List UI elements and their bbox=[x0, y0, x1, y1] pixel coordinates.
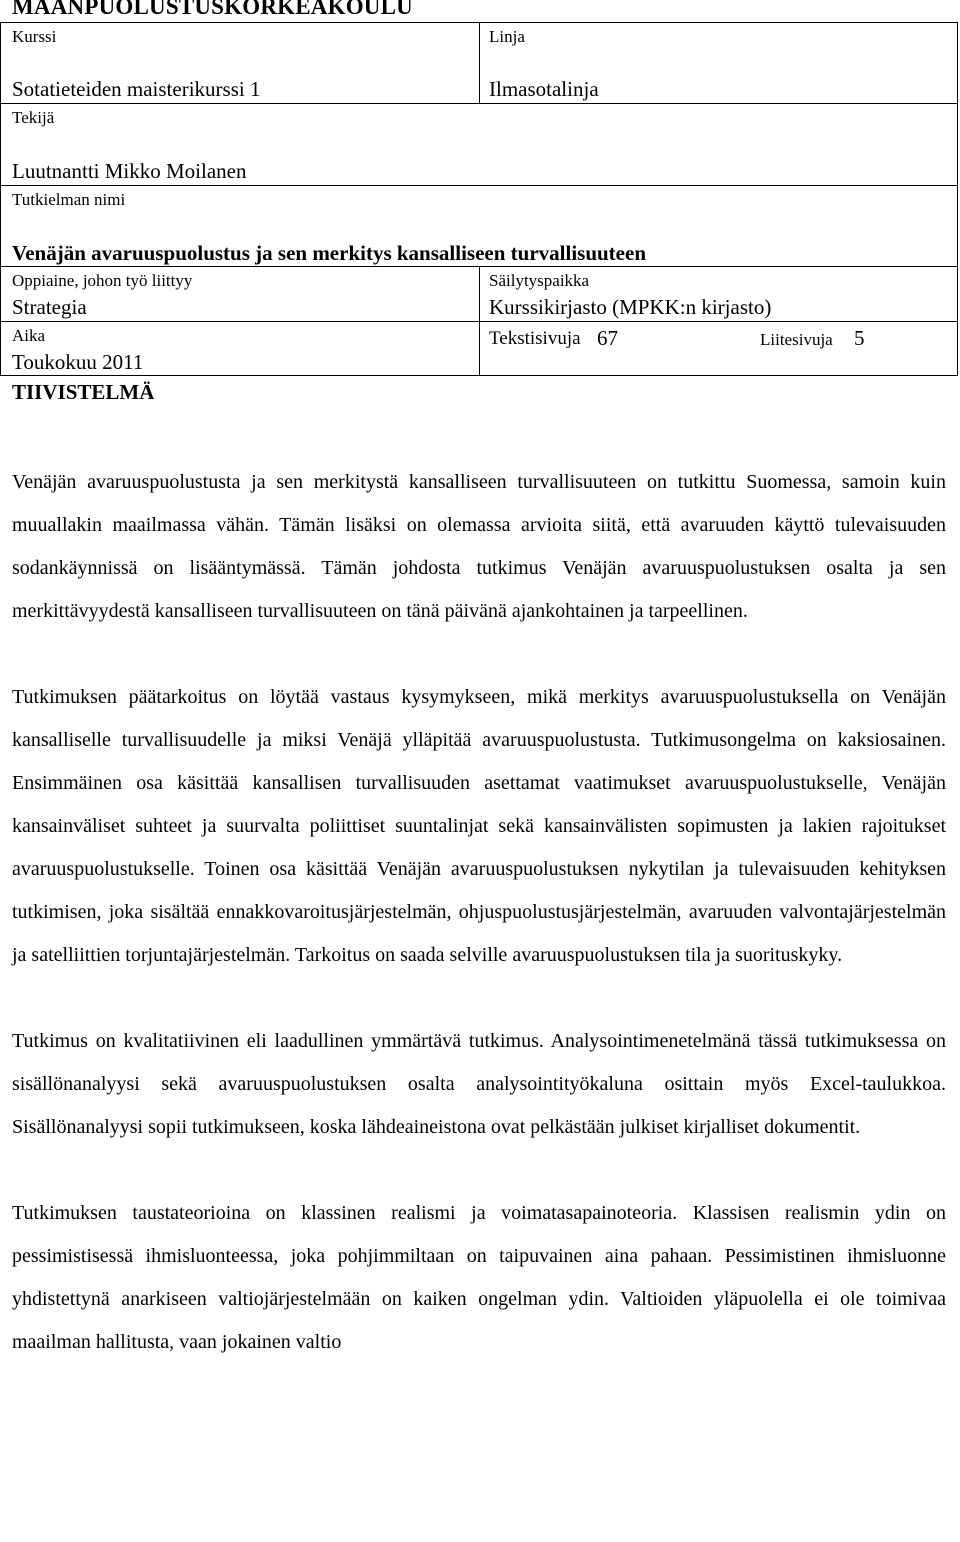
course-label: Kurssi bbox=[12, 27, 57, 46]
organization-name: MAANPUOLUSTUSKORKEAKOULU bbox=[12, 0, 413, 19]
form-border-right bbox=[957, 22, 958, 376]
form-column-divider bbox=[479, 266, 480, 376]
storage-label: Säilytyspaikka bbox=[489, 271, 590, 290]
form-column-divider bbox=[479, 22, 480, 104]
time-label: Aika bbox=[12, 326, 46, 345]
author-label: Tekijä bbox=[12, 108, 55, 127]
storage-value: Kurssikirjasto (MPKK:n kirjasto) bbox=[489, 295, 772, 319]
abstract-paragraph: Venäjän avaruuspuolustusta ja sen merkitystä kansalliseen turvallisuuteen on tutkittu Suomessa, samoin kuin muuallakin maailmassa vähän. Tämän lisäksi on olemassa arvioita siitä, että avaruuden käyttö tulevaisuuden sodankäynnissä on lisääntymässä. Tämän johdosta tutkimus Venäjän avaruuspuolustuksen osalta ja sen merkittävyydestä kansalliseen turvallisuuteen on tänä päivänä ajankohtainen ja tarpeellinen. bbox=[12, 471, 946, 622]
line-label: Linja bbox=[489, 27, 525, 46]
subject-value: Strategia bbox=[12, 295, 87, 319]
abstract-heading: TIIVISTELMÄ bbox=[12, 380, 155, 404]
text-pages-value: 67 bbox=[597, 326, 618, 350]
abstract-paragraph: Tutkimus on kvalitatiivinen eli laadullinen ymmärtävä tutkimus. Analysointimenetelmänä tässä tutkimuksessa on sisällönanalyysi sekä avaruuspuolustuksen osalta analysointityökaluna osittain myös Excel-taulukkoa. Sisällönanalyysi sopii tutkimukseen, koska lähdeaineistona ovat pelkästään julkiset kirjalliset dokumentit. bbox=[12, 1030, 946, 1138]
form-border-left bbox=[0, 22, 1, 376]
form-row-divider bbox=[0, 185, 958, 186]
author-value: Luutnantti Mikko Moilanen bbox=[12, 159, 247, 183]
appendix-pages-value: 5 bbox=[854, 326, 865, 350]
appendix-pages-label: Liitesivuja bbox=[760, 330, 833, 349]
subject-label: Oppiaine, johon työ liittyy bbox=[12, 271, 193, 290]
thesis-title: Venäjän avaruuspuolustus ja sen merkitys kansalliseen turvallisuuteen bbox=[12, 241, 646, 265]
time-value: Toukokuu 2011 bbox=[12, 350, 144, 374]
abstract-paragraph: Tutkimuksen taustateorioina on klassinen realismi ja voimatasapainoteoria. Klassisen realismin ydin on pessimistisessä ihmisluonteessa, joka pohjimmiltaan on taipuvainen aina pahaan. Pessimistinen ihmisluonne yhdistettynä anarkiseen valtiojärjestelmään on kaiken ongelman ydin. Valtioiden yläpuolella ei ole toimivaa maailman hallitusta, vaan jokainen valtio bbox=[12, 1202, 946, 1353]
abstract-body bbox=[12, 461, 946, 1364]
thesis-info-form bbox=[0, 22, 958, 404]
title-label: Tutkielman nimi bbox=[12, 190, 126, 209]
text-pages-label: Tekstisivuja bbox=[489, 328, 581, 349]
line-value: Ilmasotalinja bbox=[489, 77, 599, 101]
abstract-paragraph: Tutkimuksen päätarkoitus on löytää vastaus kysymykseen, mikä merkitys avaruuspuolustuksella on Venäjän kansalliselle turvallisuudelle ja miksi Venäjä ylläpitää avaruuspuolustusta. Tutkimusongelma on kaksiosainen. Ensimmäinen osa käsittää kansallisen turvallisuuden asettamat vaatimukset avaruuspuolustukselle, Venäjän kansainväliset suhteet ja suurvalta poliittiset suuntalinjat sekä kansainvälisten sopimusten ja lakien rajoitukset avaruuspuolustukselle. Toinen osa käsittää Venäjän avaruuspuolustuksen nykytilan ja tulevaisuuden kehityksen tutkimisen, joka sisältää ennakkovaroitusjärjestelmän, ohjuspuolustusjärjestelmän, avaruuden valvontajärjestelmän ja satelliittien torjuntajärjestelmän. Tarkoitus on saada selville avaruuspuolustuksen tila ja suorituskyky. bbox=[12, 686, 946, 966]
course-value: Sotatieteiden maisterikurssi 1 bbox=[12, 77, 261, 101]
